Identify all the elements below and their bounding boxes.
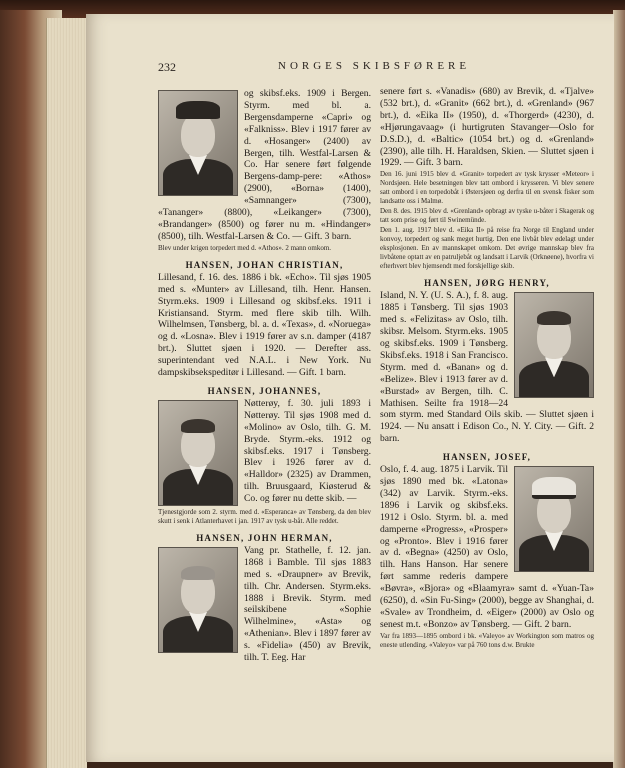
- entry-name: HANSEN, JOSEF,: [442, 452, 532, 463]
- left-column: [158, 88, 371, 664]
- entry-name: HANSEN, JOHAN CHRISTIAN,: [185, 259, 344, 270]
- page-edges: [46, 18, 87, 768]
- entry-text: Island, N. Y. (U. S. A.), f. 8. aug. 1885 i Tønsberg. Til sjøs 1903 med s. «Felizitas» av Oslo, tilh. skibsr. Melsom. Styrm.eks. 1905 og skibsf.eks. 1909 i Tønsberg. Skibsf.eks. 1918 i San Francisco. Styrm. med d. «Banan» og d. «Belize». Blev i 1913 fører av d. «Burstad» av Bergen, tilh. C. Mathisen. Seilte fra 1918—24 som styrm. med Standard Oils skib. — Sluttet sjøen i 1924. — Nu ansatt i Edison Co., N. Y. City. — Gift. 2 barn.: [380, 290, 594, 445]
- entry-text: Lillesand, f. 16. des. 1886 i bk. «Echo». Til sjøs 1905 med s. «Munter» av Lillesand, tilh. Henr. Hansen. Styrm.eks. 1909 i Lillesand og skibsf.eks. 1911 i Kristiansand. Styrm. med flere skib tilh. Wilh. Wilhelmsen, Tønsberg, bl. a. d. «Texas», d. «Noruega» og d. «Losna». Blev i 1919 fører av s.n. damper (4187 brt.). Sluttet sjøen i 1920. — Derefter ass. superintendant ved N.A.L. i New York. Nu dampskibsekspeditør i Lillesand. — Gift. 1 barn.: [158, 271, 371, 379]
- entry-note: Den 8. des. 1915 blev d. «Grenland» opbragt av tyske u-båter i Skagerak og tatt som prise og ført til Swinemünde.: [380, 207, 594, 225]
- entry-name: HANSEN, JOHANNES,: [207, 385, 322, 396]
- page-number: 232: [158, 60, 176, 74]
- portrait-photo: [514, 292, 594, 398]
- entry-note: Den 1. aug. 1917 blev d. «Eika II» på reise fra Norge til England under konvoy, torpedert og sank meget hurtig. Den ene livbåt blev ødelagt under eksplosjonen. En av mannskapet omkom. Det øvrige mannskap blev fra livbåtene optatt av en patruljebåt og landsatt i Larvik (Orknøene), hvorfra vi efterhvert blev hjemsendt med forskjellige skib.: [380, 226, 594, 271]
- entry-name: HANSEN, JOHN HERMAN,: [196, 532, 333, 543]
- running-title: NORGES SKIBSFØRERE: [278, 60, 471, 72]
- entry-text: senere ført s. «Vanadis» (680) av Brevik, d. «Tjalve» (532 brt.), d. «Granit» (662 brt.), d. «Grenland» (967 brt.), d. «Eika II» (1950), d. «Thorgerd» (4230), d. «Hjørungavaag» (i hurtigruten Stavanger—Oslo for D.S.D.), d. «Baltic» (1054 brt.) og d. «Grenland» (2390), alle tilh. H. Haraldsen, Skien. — Sluttet sjøen i 1929. — Gift. 3 barn.: [380, 86, 594, 169]
- entry-note: Blev under krigen torpedert med d. «Athos». 2 mann omkom.: [158, 243, 332, 252]
- entry-note: Tjenestgjorde som 2. styrm. med d. «Esperanca» av Tønsberg, da den blev skutt i senk i Atlanterhavet i jan. 1917 av tysk u-båt. Alle reddet.: [158, 507, 371, 525]
- portrait-photo: [158, 90, 238, 196]
- portrait-photo: [158, 400, 238, 506]
- entry-text: Nøtterøy, f. 30. juli 1893 i Nøtterøy. Til sjøs 1908 med d. «Molino» av Oslo, tilh. G. M. Bryde. Styrm.-eks. 1912 og skibsf.eks. 1917 i Tønsberg. Blev i 1926 fører av d. «Halldor» (2325) av Drammen, tilh. Bruusgaard, Kiøsterud & Co. og fører nu dette skib. —: [244, 397, 371, 505]
- portrait-photo: [158, 547, 238, 653]
- entry-note: Den 16. juni 1915 blev d. «Granit» torpedert av tysk krysser «Meteor» i Nordsjøen. Hele besetningen blev tatt ombord i krysseren. Vi blev senere satt ombord i en torpedobåt i Østersjøen og derfra til en svensk fisker som landsatte oss i Malmø.: [380, 170, 594, 206]
- entry-text: Vang pr. Stathelle, f. 12. jan. 1868 i Bamble. Til sjøs 1883 med s. «Draupner» av Brevik, tilh. Chr. Andersen. Styrm.eks. 1888 i Brevik. Styrm. med seilskibene «Sophie Wilhelmine», «Asta» og «Athenian». Blev i 1897 fører av s. «Fidelia» (450) av Brevik, tilh. T. Eeg. Har: [244, 544, 371, 664]
- entry-note: Var fra 1893—1895 ombord i bk. «Valeyo» av Workington som matros og eneste utlending. «Valeyo» var på 760 tons d.w. Brukte: [380, 631, 594, 649]
- page-header: [158, 60, 598, 76]
- portrait-photo: [514, 466, 594, 572]
- entry-text: Oslo, f. 4. aug. 1875 i Larvik. Til sjøs 1890 med bk. «Latona» (342) av Larvik. Styrm.-eks. 1896 i Larvik og skibsf.eks. 1912 i Oslo. Styrm. bl. a. med damperne «Progress», «Prosper» og «Pronto». Blev i 1916 fører av d. «Begna» (4250) av Oslo, tilh. Hans Hanson. Har senere ført samme rederis dampere «Bøvra», «Bjora» og «Blaamyra» samt d. «Yuan-Ta» (6250), d. «Sin Fu-Sing» (2000), begge av Shanghai, d. «Svale» av Trondheim, d. «Eiger» (2000) av Oslo og senest m.t. «Bonzo» av Tønsberg. — Gift. 2 barn.: [380, 464, 594, 630]
- entry-text: og skibsf.eks. 1909 i Bergen. Styrm. med bl. a. Bergensdamperne «Capri» og «Falkniss». Blev i 1917 fører av d. «Hosanger» (2400) av Bergen, tilh. Westfal-Larsen & Co. Har senere ført følgende Bergens-damp-pere: «Athos» (2900), «Borna» (1400), «Samnanger» (7300), «Tananger» (8800), «Leikanger» (7300), «Brandanger» (8500) og fører nu m. «Hindanger» (8500), tilh. Westfal-Larsen & Co. — Gift. 3 barn.: [158, 88, 371, 242]
- book-cover-edge: [613, 10, 625, 768]
- entry-name: HANSEN, JØRG HENRY,: [424, 278, 550, 289]
- right-column: [380, 86, 594, 650]
